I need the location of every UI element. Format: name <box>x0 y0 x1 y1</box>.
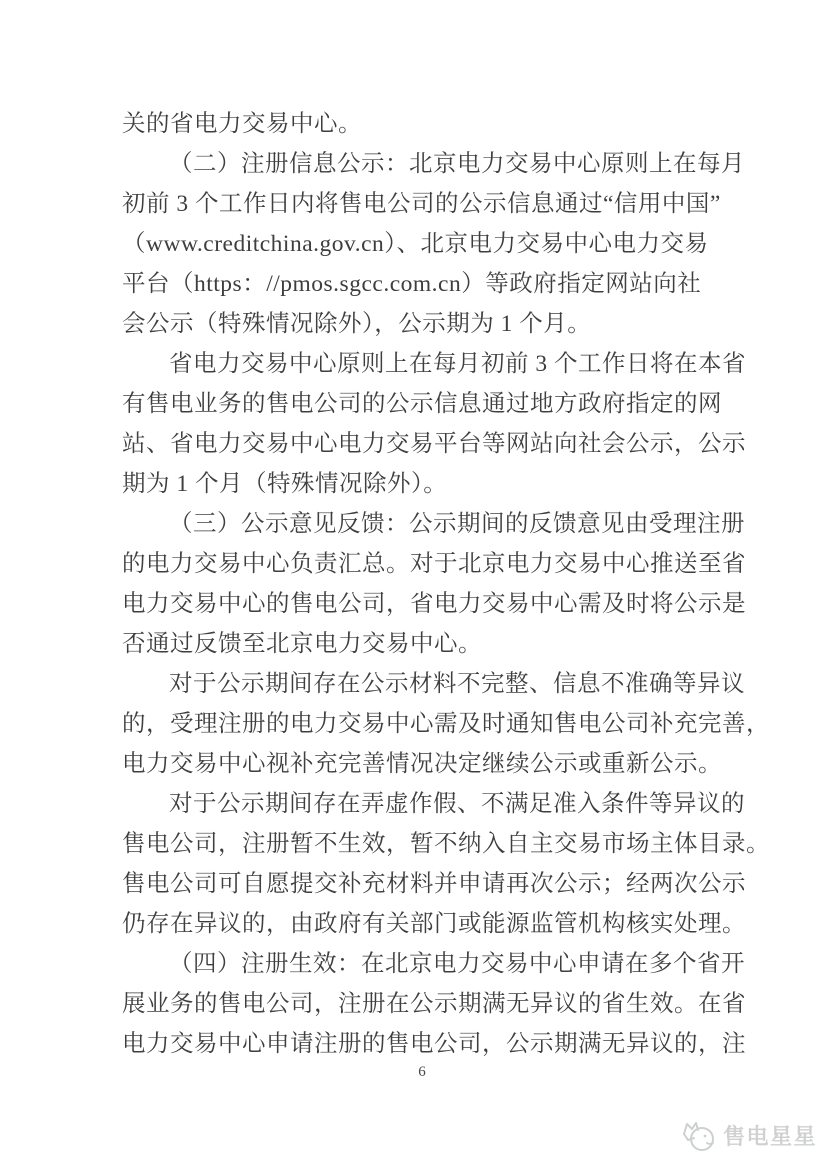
text-line: （三）公示意见反馈：公示期间的反馈意见由受理注册 <box>169 511 745 537</box>
page-number: 6 <box>418 1064 426 1080</box>
text-line: （四）注册生效：在北京电力交易中心申请在多个省开 <box>169 951 745 977</box>
text-line: 省电力交易中心原则上在每月初前 3 个工作日将在本省 <box>169 351 746 377</box>
cat-logo-icon <box>678 1114 718 1156</box>
text-line: 的电力交易中心负责汇总。对于北京电力交易中心推送至省 <box>122 551 746 577</box>
text-line: （二）注册信息公示：北京电力交易中心原则上在每月 <box>169 151 745 177</box>
text-line: 电力交易中心申请注册的售电公司，公示期满无异议的，注 <box>122 1031 746 1057</box>
text-line: 电力交易中心视补充完善情况决定继续公示或重新公示。 <box>122 751 722 777</box>
body-text <box>122 104 770 1064</box>
text-line: 仍存在异议的，由政府有关部门或能源监管机构核实处理。 <box>122 911 746 937</box>
text-line: 售电公司，注册暂不生效，暂不纳入自主交易市场主体目录。 <box>122 831 770 857</box>
text-line: 会公示（特殊情况除外），公示期为 1 个月。 <box>122 311 592 337</box>
text-line: 展业务的售电公司，注册在公示期满无异议的省生效。在省 <box>122 991 746 1017</box>
text-line: 平台（https：//pmos.sgcc.com.cn）等政府指定网站向社 <box>122 271 702 297</box>
text-line: 否通过反馈至北京电力交易中心。 <box>122 631 482 657</box>
watermark-label: 售电星星 <box>723 1123 818 1149</box>
text-line: 对于公示期间存在公示材料不完整、信息不准确等异议 <box>169 671 745 697</box>
text-line: 有售电业务的售电公司的公示信息通过地方政府指定的网 <box>122 391 722 417</box>
text-line: 电力交易中心的售电公司，省电力交易中心需及时将公示是 <box>122 591 746 617</box>
text-line: 期为 1 个月（特殊情况除外）。 <box>122 471 448 497</box>
text-line: 的，受理注册的电力交易中心需及时通知售电公司补充完善， <box>122 711 770 737</box>
text-line: 初前 3 个工作日内将售电公司的公示信息通过“信用中国” <box>122 191 721 217</box>
text-line: 售电公司可自愿提交补充材料并申请再次公示；经两次公示 <box>122 871 746 897</box>
text-line: 站、省电力交易中心电力交易平台等网站向社会公示，公示 <box>122 431 746 457</box>
text-line: 对于公示期间存在弄虚作假、不满足准入条件等异议的 <box>169 791 745 817</box>
watermark <box>678 1114 817 1156</box>
text-line: （www.creditchina.gov.cn）、北京电力交易中心电力交易 <box>122 231 709 257</box>
text-line: 关的省电力交易中心。 <box>122 111 362 137</box>
